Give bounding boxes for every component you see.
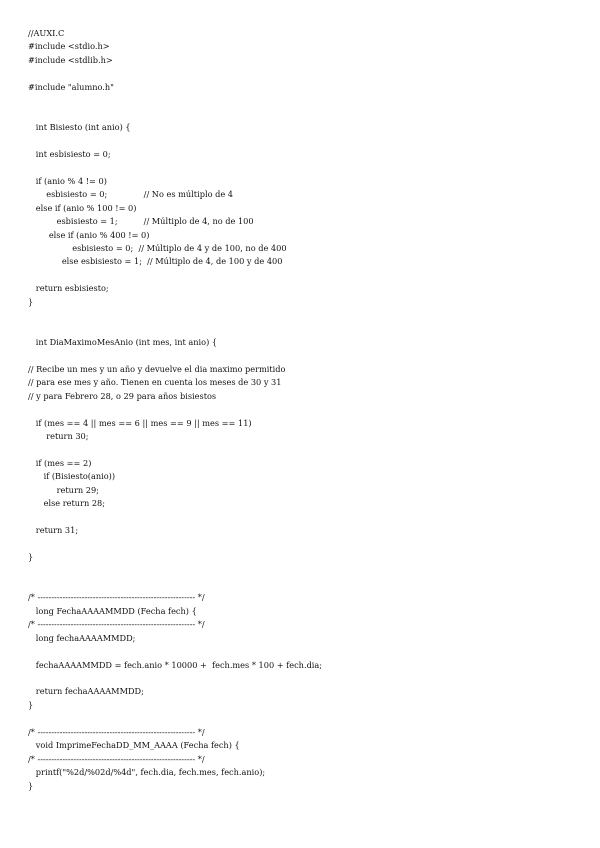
code-line: return fechaAAAAMMDD; xyxy=(28,686,144,697)
code-line xyxy=(28,645,322,658)
code-line: fechaAAAAMMDD = fech.anio * 10000 + fech.mes * 100 + fech.dia; xyxy=(28,659,323,670)
code-line: return 31; xyxy=(28,525,79,536)
code-line: int Bisiesto (int anio) { xyxy=(28,122,131,133)
code-line xyxy=(28,309,322,322)
code-line xyxy=(28,672,322,685)
code-line: #include <stdio.h> xyxy=(28,41,110,52)
code-line xyxy=(28,511,322,524)
code-line xyxy=(28,565,322,578)
code-line: return 29; xyxy=(28,484,99,495)
code-line: } xyxy=(28,699,34,710)
code-line xyxy=(28,135,322,148)
code-line xyxy=(28,578,322,591)
code-line: int esbisiesto = 0; xyxy=(28,148,111,159)
code-line xyxy=(28,269,322,282)
code-line xyxy=(28,67,322,80)
code-line: /* --------------------------------------------------------- */ xyxy=(28,619,205,630)
code-line: long FechaAAAAMMDD (Fecha fech) { xyxy=(28,605,197,616)
code-line: } xyxy=(28,552,34,563)
source-code-listing xyxy=(28,27,322,793)
code-line: else if (anio % 400 != 0) xyxy=(28,229,150,240)
code-line: if (anio % 4 != 0) xyxy=(28,175,107,186)
code-line: else if (anio % 100 != 0) xyxy=(28,202,137,213)
code-line xyxy=(28,444,322,457)
code-line xyxy=(28,161,322,174)
code-line: void ImprimeFechaDD_MM_AAAA (Fecha fech) { xyxy=(28,740,240,751)
code-line xyxy=(28,323,322,336)
code-line: /* --------------------------------------------------------- */ xyxy=(28,726,205,737)
code-line xyxy=(28,538,322,551)
code-line xyxy=(28,350,322,363)
code-line: // Recibe un mes y un año y devuelve el dia maximo permitido xyxy=(28,363,286,374)
code-line xyxy=(28,712,322,725)
code-line: // y para Febrero 28, o 29 para años bisiestos xyxy=(28,390,217,401)
code-line xyxy=(28,94,322,107)
code-line: printf("%2d/%02d/%4d", fech.dia, fech.mes, fech.anio); xyxy=(28,767,266,778)
code-line: esbisiesto = 0; // Múltiplo de 4 y de 100, no de 400 xyxy=(28,243,287,253)
code-line: int DiaMaximoMesAnio (int mes, int anio) { xyxy=(28,337,218,348)
code-line: if (mes == 4 || mes == 6 || mes == 9 || mes == 11) xyxy=(28,417,252,428)
code-line: #include "alumno.h" xyxy=(28,81,114,92)
code-line: else esbisiesto = 1; // Múltiplo de 4, de 100 y de 400 xyxy=(28,256,283,267)
code-line: return esbisiesto; xyxy=(28,283,109,294)
code-line: if (Bisiesto(anio)) xyxy=(28,471,116,482)
code-line: /* --------------------------------------------------------- */ xyxy=(28,592,205,603)
code-line: return 30; xyxy=(28,431,89,442)
code-line: esbisiesto = 0; // No es múltiplo de 4 xyxy=(28,189,233,200)
code-line: if (mes == 2) xyxy=(28,458,92,468)
code-line: } xyxy=(28,780,34,791)
code-line: } xyxy=(28,296,34,307)
code-line: else return 28; xyxy=(28,498,106,509)
code-line: // para ese mes y año. Tienen en cuenta los meses de 30 y 31 xyxy=(28,377,282,388)
code-line: #include <stdlib.h> xyxy=(28,54,113,65)
code-line xyxy=(28,403,322,416)
code-line: /* --------------------------------------------------------- */ xyxy=(28,753,205,764)
code-line xyxy=(28,108,322,121)
code-line: long fechaAAAAMMDD; xyxy=(28,632,136,643)
code-line: esbisiesto = 1; // Múltiplo de 4, no de 100 xyxy=(28,216,254,227)
code-line: //AUXI.C xyxy=(28,28,65,38)
